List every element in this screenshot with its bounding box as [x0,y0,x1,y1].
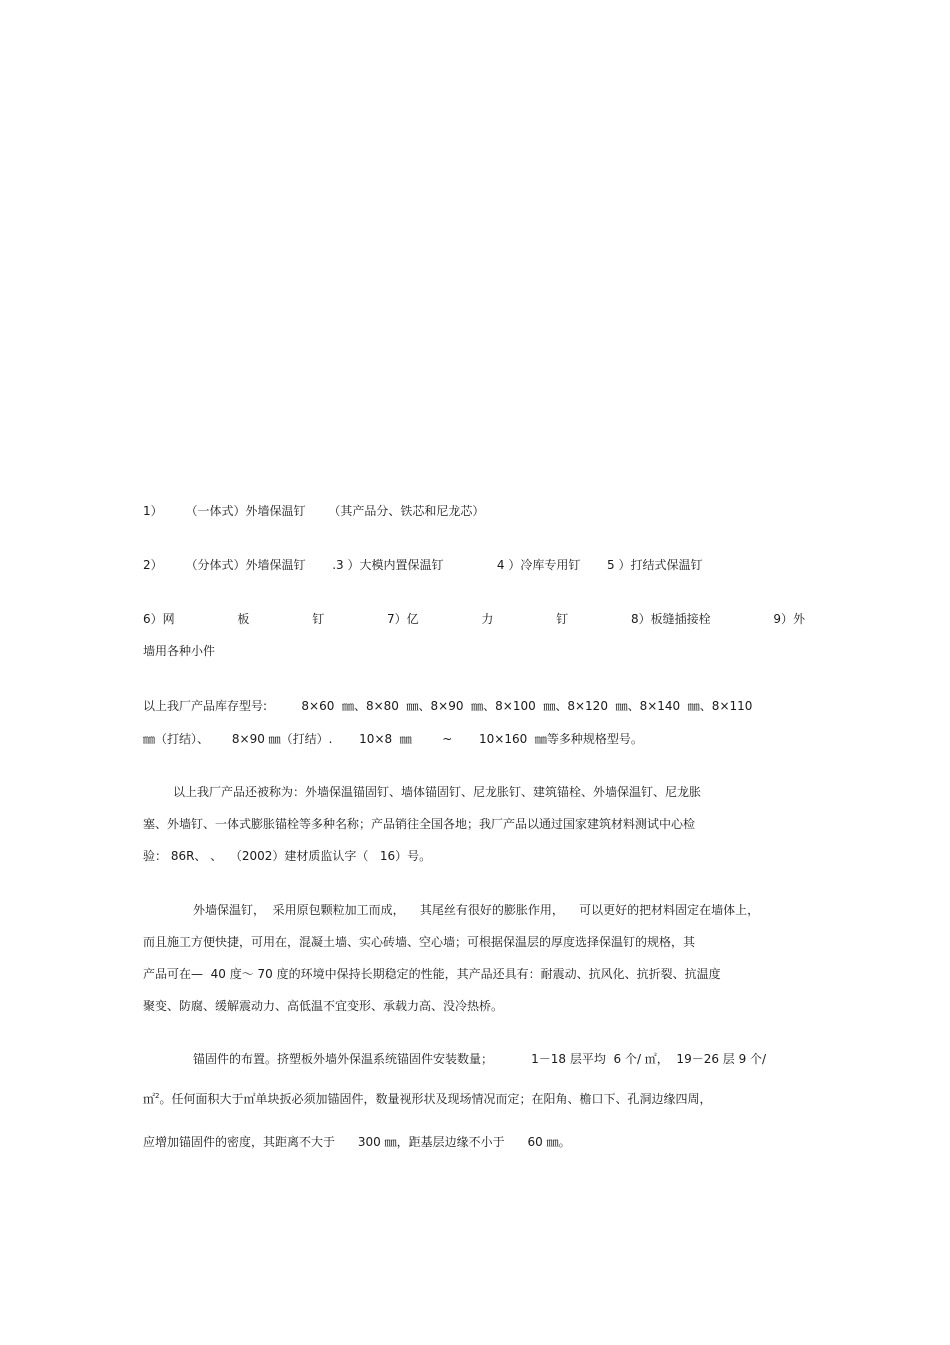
anchor-line-1: 锚固件的布置。挤塑板外墙外保温系统锚固件安装数量； 1－18 层平均 6 个/ ㎡， 19－26 层 9 个/ [193,1052,767,1066]
aliases-line-1: 以上我厂产品还被称为：外墙保温锚固钉、墙体锚固钉、尼龙胀钉、建筑锚栓、外墙保温钉、尼龙胀 [173,785,702,799]
product-item-1: 1） （一体式）外墙保温钉 （其产品分、铁芯和尼龙芯） [143,504,485,518]
superscript: 2 [155,1092,160,1100]
anchor-line-2-text: 。任何面积大于㎡单块扳必须加锚固件，数量视形状及现场情况而定；在阳角、檐口下、孔洞边缘四周， [159,1092,712,1106]
product-segment: 钉 [556,612,569,626]
unit-text: ㎡ [143,1092,156,1106]
product-segment: 8）板缝插接栓 [630,612,711,626]
aliases-line-3: 验： 86R、 、 （2002）建材质监认字（ 16）号。 [143,849,432,863]
anchor-line-2 [143,1091,712,1107]
features-line-2: 而且施工方便快捷，可用在，混凝土墙、实心砖墙、空心墙；可根据保温层的厚度选择保温钉的规格，其 [143,935,696,949]
product-segment: 6）网 [143,612,175,626]
product-items-6-9 [143,611,805,627]
models-line-1: 以上我厂产品库存型号: 8×60 ㎜、8×80 ㎜、8×90 ㎜、8×100 ㎜、8×120 ㎜、8×140 ㎜、8×110 [143,699,753,713]
product-segment: 钉 [312,612,325,626]
models-line-2: ㎜（打结）、 8×90 ㎜（打结）. 10×8 ㎜ ~ 10×160 ㎜等多种规格型号。 [143,732,643,746]
anchor-line-3: 应增加锚固件的密度，其距离不大于 300 ㎜，距基层边缘不小于 60 ㎜。 [143,1135,571,1149]
product-segment: 力 [481,612,494,626]
product-item-9-continued: 墙用各种小件 [143,644,216,658]
features-line-4: 聚变、防腐、缓解震动力、高低温不宜变形、承载力高、没冷热桥。 [143,999,504,1013]
product-segment: 7）亿 [386,612,419,626]
aliases-line-2: 塞、外墙钉、一体式膨胀锚栓等多种名称；产品销往全国各地；我厂产品以通过国家建筑材料测试中心检 [143,817,696,831]
features-line-1: 外墙保温钉， 采用原包颗粒加工而成， 其尾丝有很好的膨胀作用， 可以更好的把材料固定在墙体上， [193,903,760,917]
features-line-3: 产品可在— 40 度～ 70 度的环境中保持长期稳定的性能，其产品还具有：耐震动、抗风化、抗折裂、抗温度 [143,967,721,981]
product-items-2-5: 2） （分体式）外墙保温钉 .3 ）大模内置保温钉 4 ）冷库专用钉 5 ）打结式保温钉 [143,558,703,572]
product-segment: 9）外 [773,612,805,626]
product-segment: 板 [237,612,250,626]
